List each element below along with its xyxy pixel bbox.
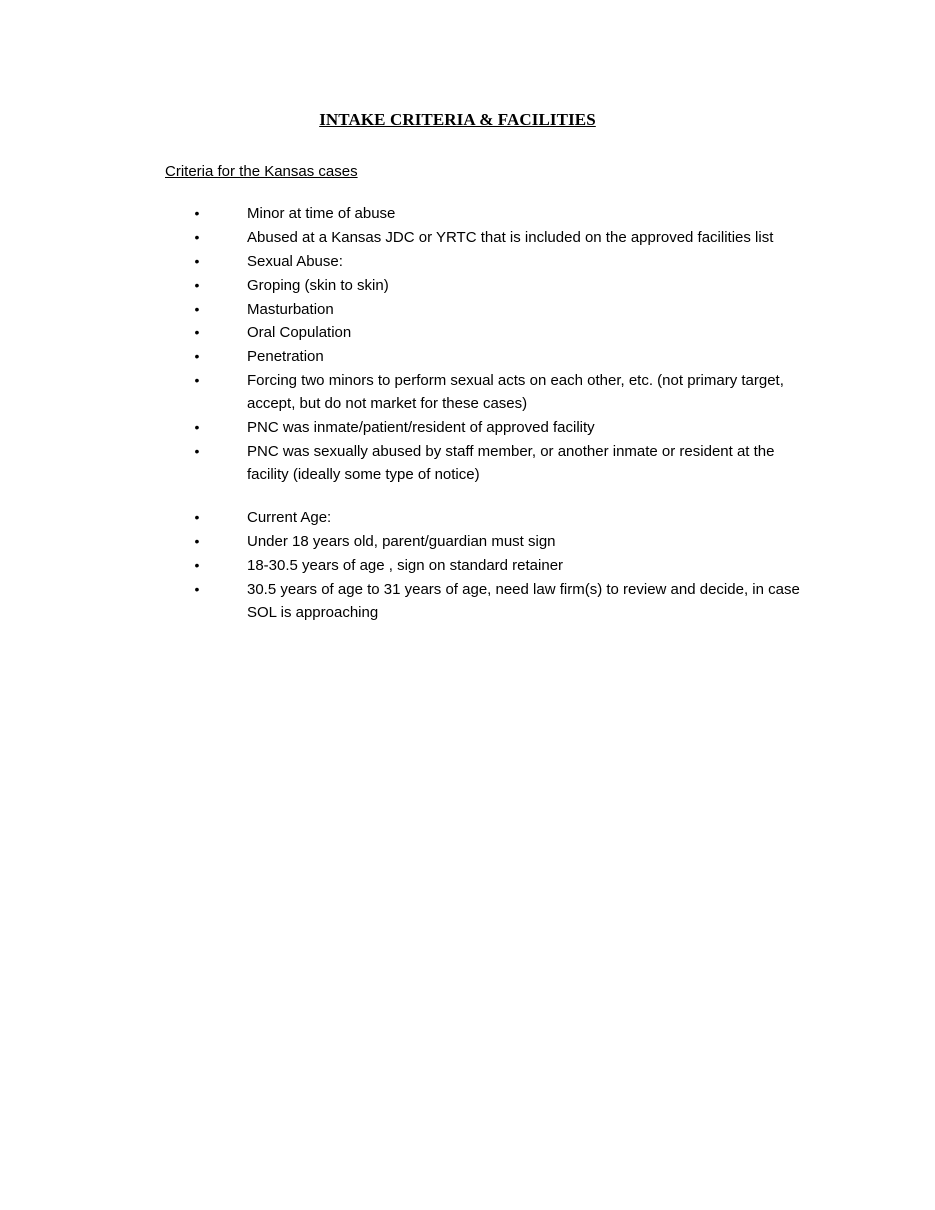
list-item-text: 30.5 years of age to 31 years of age, need law firm(s) to review and decide, in case SOL is approaching bbox=[247, 581, 800, 621]
bullet-icon: • bbox=[194, 277, 200, 293]
document-title: INTAKE CRITERIA & FACILITIES bbox=[319, 110, 596, 129]
bullet-icon: • bbox=[194, 301, 200, 317]
bullet-icon: • bbox=[194, 348, 200, 364]
list-item-text: Penetration bbox=[247, 348, 324, 365]
list-item-text: Abused at a Kansas JDC or YRTC that is included on the approved facilities list bbox=[247, 229, 774, 246]
bullet-icon: • bbox=[194, 557, 200, 573]
list-item-text: Under 18 years old, parent/guardian must sign bbox=[247, 533, 556, 550]
bullet-icon: • bbox=[194, 509, 200, 525]
bullet-icon: • bbox=[194, 229, 200, 245]
bullet-icon: • bbox=[194, 419, 200, 435]
bullet-icon: • bbox=[194, 253, 200, 269]
section-heading: Criteria for the Kansas cases bbox=[165, 163, 358, 180]
list-item-text: Groping (skin to skin) bbox=[247, 277, 389, 294]
list-item-text: Oral Copulation bbox=[247, 324, 352, 341]
bullet-icon: • bbox=[194, 324, 200, 340]
list-item-text: Sexual Abuse: bbox=[247, 253, 343, 270]
bullet-icon: • bbox=[194, 443, 200, 459]
bullet-icon: • bbox=[194, 581, 200, 597]
bullet-icon: • bbox=[194, 205, 200, 221]
list-item-text: Minor at time of abuse bbox=[247, 205, 396, 222]
list-item-text: Masturbation bbox=[247, 301, 334, 318]
list-item-text: Current Age: bbox=[247, 509, 332, 526]
list-item-text: 18-30.5 years of age , sign on standard retainer bbox=[247, 557, 564, 574]
bullet-icon: • bbox=[194, 372, 200, 388]
bullet-icon: • bbox=[194, 533, 200, 549]
list-item-text: PNC was sexually abused by staff member, or another inmate or resident at the facility (ideally some type of notice) bbox=[247, 443, 775, 483]
list-item-text: PNC was inmate/patient/resident of approved facility bbox=[247, 419, 595, 436]
list-item-text: Forcing two minors to perform sexual acts on each other, etc. (not primary target, accept, but do not market for these cases) bbox=[247, 372, 784, 412]
